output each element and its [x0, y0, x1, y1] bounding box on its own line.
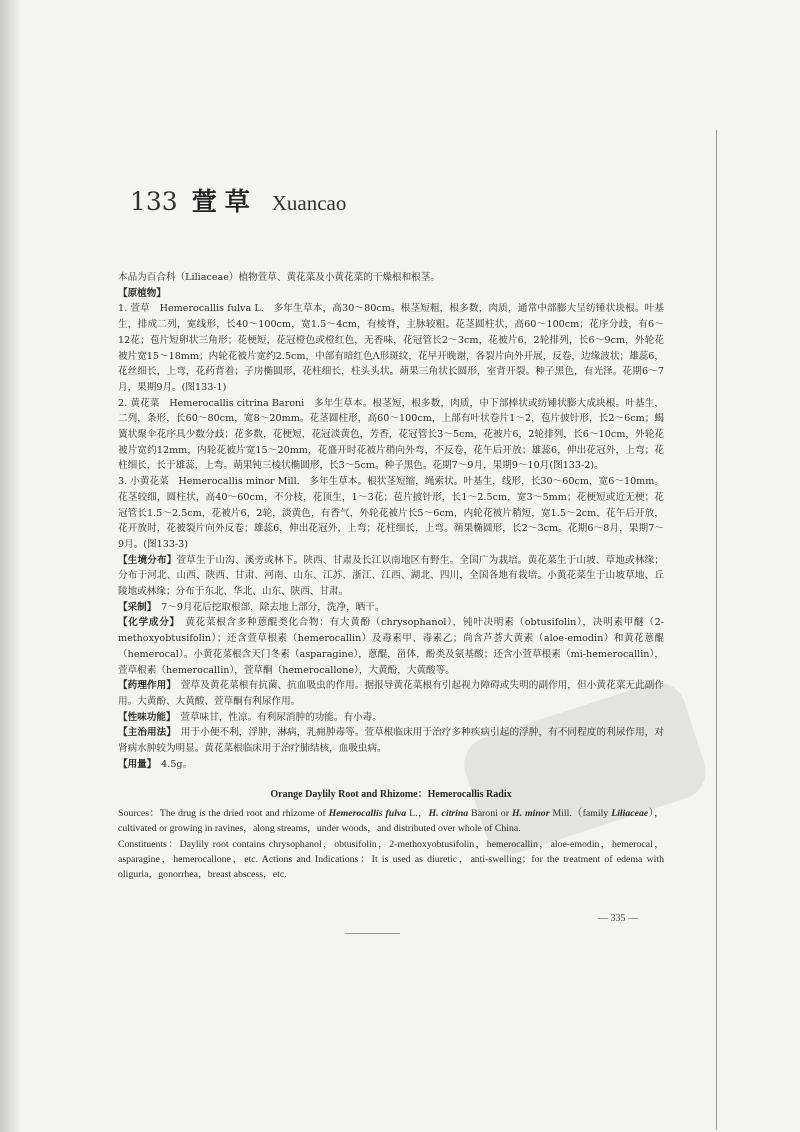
nature-section	[118, 710, 664, 726]
page-number: — 335 —	[598, 913, 638, 924]
chapter-pinyin: Xuancao	[271, 191, 347, 215]
species-name: Hemerocallis fulva	[328, 808, 407, 820]
chem-text: 黄花菜根含多种蒽醌类化合物：有大黄酚（chrysophanol），钝叶决明素（obtusifolin），决明素甲醚（2-methoxyobtusifolin）；还含萱草根素（hemerocallin）及毒素甲、毒素乙；尚含芦荟大黄素（aloe-emodin）和黄花蒽醌（hemerocal）。小黄花菜根含天门冬素（asparagine），蒽醌，甾体，酚类及氨基酸；还含小萱草根素（mi-hemerocallin），萱草根素（hemerocallin），萱草酮（hemerocallone），大黄酚，大黄酸等。	[118, 617, 665, 676]
origin-species-3: 3. 小黄花菜 Hemerocallis minor Mill. 多年生草本。根状茎短缩，绳索状。叶基生，线形，长30～60cm，宽6～10mm。花茎较细，圆柱状，高40～60cm，不分枝，花顶生，1～3花；苞片披针形，长1～2.5cm，宽3～5mm；花梗短或近无梗；花冠管长1.5～2.5cm，花被片6，2轮，淡黄色，有香气，外轮花被片长5～6cm，内轮花被片稍短，宽1.5～2cm，花午后开放，花开放时，花被裂片向外反卷；雄蕊6，伸出花冠外，上弯；花柱细长，上弯。蒴果椭圆形，长2～3cm。花期6～8月，果期7～9月。(图133-3)	[118, 476, 664, 550]
intro-paragraph: 本品为百合科（Liliaceae）植物萱草、黄花菜及小黄花菜的干燥根和根茎。	[118, 272, 440, 283]
origin-section	[118, 286, 664, 302]
sources-text: Baroni or	[468, 808, 512, 820]
species-name: H. minor	[511, 808, 550, 820]
prep-section	[118, 600, 664, 616]
sources-prefix: Sources：The drug is the dried root and rhizome of	[118, 808, 329, 820]
section-label: 【生境分布】	[118, 554, 177, 566]
page-edge-line	[716, 130, 717, 1130]
pharm-text: 萱草及黄花菜根有抗菌、抗血吸虫的作用。据报导黄花菜根有引起视力障碍或失明的副作用，但小黄花菜无此副作用。大黄酚、大黄酸、萱草酮有利尿作用。	[118, 680, 665, 707]
chapter-number: 133	[130, 187, 178, 216]
section-label: 【主治用法】	[118, 727, 172, 739]
sources-text: Mill.（family	[549, 808, 612, 820]
dose-text: 4.5g。	[161, 758, 193, 770]
usage-section	[118, 725, 664, 756]
species-name: H. citrina	[428, 808, 469, 820]
origin-species-2: 2. 黄花菜 Hemerocallis citrina Baroni 多年生草本。根茎短，根多数，肉质，中下部棒状或纺锤状膨大成块根。叶基生，二列，条形，长60～80cm，宽8～20mm。花茎圆柱形，高60～100cm，上部有叶状卷片1～2，苞片披针形，长2～6cm；蝎簧状聚伞花序具少数分歧；花多数，花梗短，花冠淡黄色，芳香，花冠管长3～5cm，花被片6，2轮排列，长6～10cm，外轮花被片宽约12mm，内轮花被片宽15～20mm，花盛开时花被片稍向外弯，不反卷，花午后开放；雄蕊6，伸出花冠外，上弯；花柱细长，长于雄蕊，上弯。蒴果钝三棱状椭圆形，长3～5cm。种子黑色。花期7～9月，果期9～10月(图133-2)。	[118, 397, 664, 472]
habitat-text: 萱草生于山沟、溪旁或林下。陕西、甘肃及长江以南地区有野生。全国广为栽培。黄花菜生于山坡、草地或林缘；分布于河北、山西、陕西、甘肃、河南、山东、江苏、浙江、江西、湖北、四川，全国各地有栽培。小黄花菜生于山坡草地、丘陵地或林缘；分布于东北、华北、山东、陕西、甘肃。	[118, 554, 665, 598]
english-title: Orange Daylily Root and Rhizome：Hemerocallis Radix	[270, 788, 512, 800]
origin-species-1: 1. 萱草 Hemerocallis fulva L. 多年生草本，高30～80cm。根茎短粗，根多数，肉质，通常中部膨大呈纺锤状块根。叶基生，排成二列，宽线形，长40～100cm，宽1.5～4cm，有棱脊，主脉较粗。花茎圆柱状，高60～100cm；花序分歧，有6～12花；苞片短卵状三角形；花梗短，花冠橙色或橙红色，无香味，花冠管长2～3cm，花被片6，2轮排列，长6～9cm，外轮花被片宽15～18mm；内轮花被片宽约2.5cm，中部有暗红色Λ形斑纹，花早开晚谢，各裂片向外开展，反卷，边缘波状；雄蕊6，花丝细长，上弯，花药背着；子房椭圆形，花柱细长，柱头头状。蒴果三角状长圆形，室背开裂。种子黑色，有光泽。花期6～7月，果期9月。(图133-1)	[118, 303, 664, 393]
usage-text: 用于小便不利，浮肿，淋病，乳痈肿毒等。萱草根临床用于治疗多种疾病引起的浮肿，有不同程度的利尿作用，对肾病水肿较为明显。黄花菜根临床用于治疗肺结核，血吸虫病。	[118, 727, 665, 755]
sources-text: L.，	[406, 808, 429, 820]
section-label: 【化学成分】	[118, 617, 176, 629]
habitat-section	[118, 553, 664, 600]
prep-text: 7～9月花后挖取根部，除去地上部分，洗净，晒干。	[161, 601, 385, 613]
section-label: 【性味功能】	[118, 711, 171, 723]
chem-section	[118, 615, 664, 678]
bottom-rule	[345, 933, 400, 934]
section-label: 【药理作用】	[118, 680, 172, 692]
section-label: 【用量】	[118, 758, 152, 770]
nature-text: 萱草味甘，性凉。有利尿消肿的功能。有小毒。	[180, 711, 382, 723]
chapter-heading	[130, 182, 346, 222]
main-text	[118, 270, 664, 882]
family-name: Liliaceae	[611, 808, 649, 820]
dose-section	[118, 757, 664, 773]
pharm-section	[118, 678, 664, 709]
sources-suffix: ），cultivated or growing in ravines，along streams，under woods，and distributed over whole of China.	[118, 808, 664, 835]
section-label: 【采制】	[118, 601, 152, 613]
chapter-title: 萱草	[191, 187, 258, 216]
scan-shadow	[0, 0, 22, 1132]
english-sources	[118, 806, 664, 836]
english-constituents: Constituents：Daylily root contains chrysophanol，obtusifolin，2-methoxyobtusifolin，hemerocallin，aloe-emodin，hemerocal，asparagine，hemerocallone，etc. Actions and Indications：It is used as diuretic，anti-swelling；for the treatment of edema with oliguria，gonorrhea，breast abscess，etc.	[118, 838, 664, 881]
section-label: 【原植物】	[118, 287, 166, 299]
